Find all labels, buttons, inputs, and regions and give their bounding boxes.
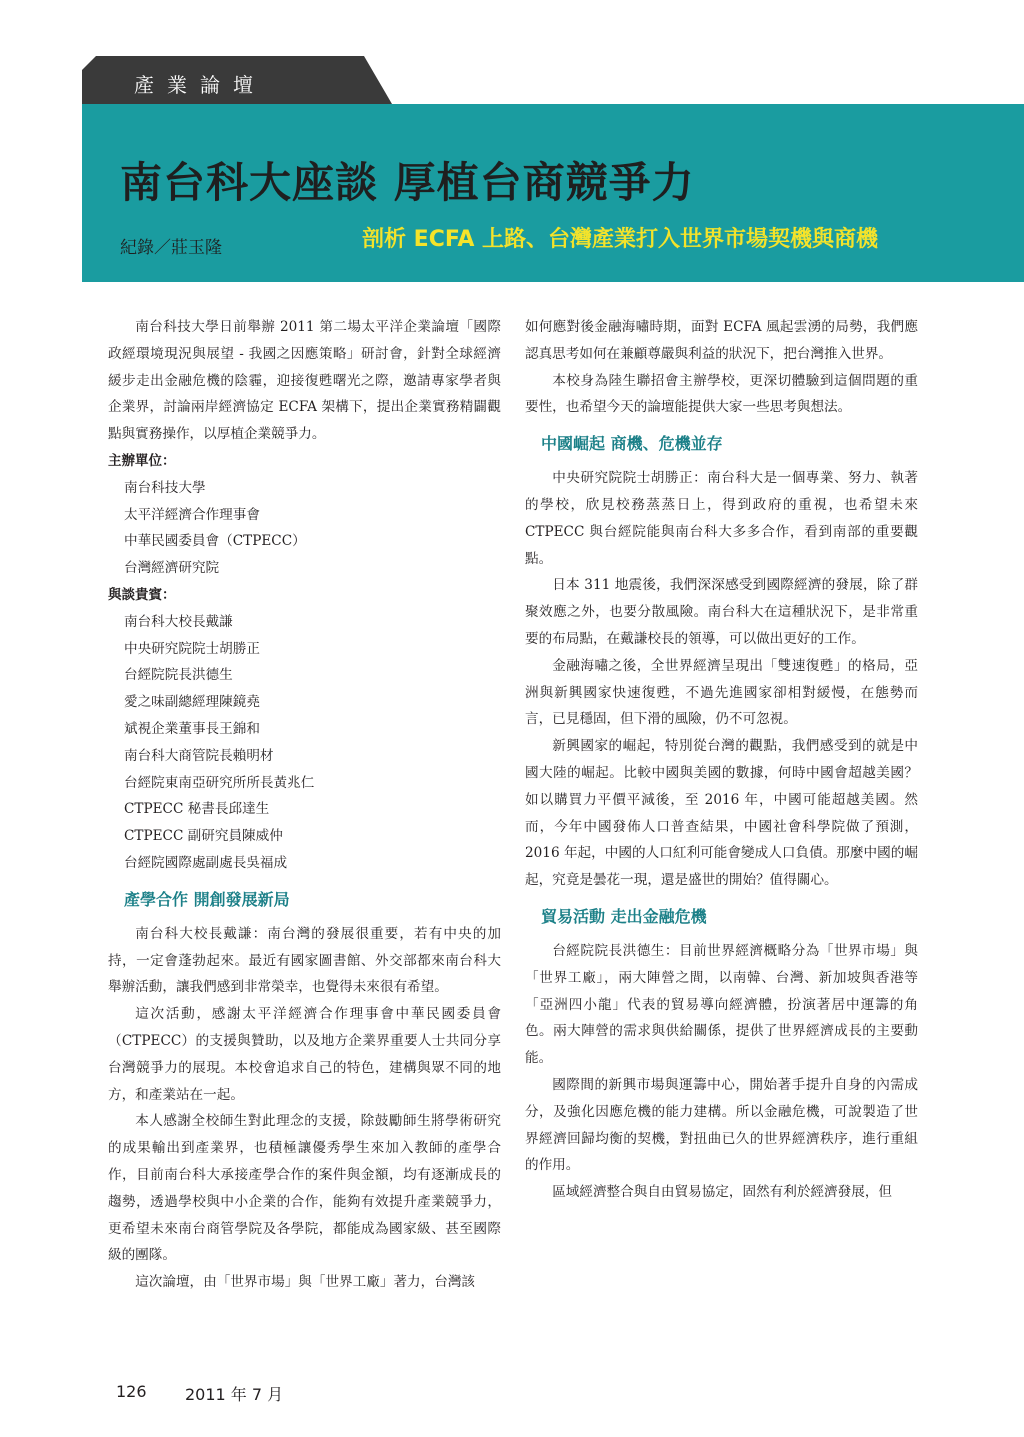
list-item: 南台科技大學 bbox=[124, 479, 206, 496]
list-item: 斌視企業董事長王錦和 bbox=[124, 720, 260, 737]
list-item: 台灣經濟研究院 bbox=[124, 560, 220, 577]
list-item: CTPECC 副研究員陳威仲 bbox=[124, 828, 283, 845]
list-item: 太平洋經濟合作理事會 bbox=[124, 506, 260, 523]
body-paragraph: 本人感謝全校師生對此理念的支援，除鼓勵師生將學術研究的成果輸出到產業界，也積極讓優秀學生來加入教師的產學合作，目前南台科大承接產學合作的案件與金額，均有逐漸成長的趨勢，透過學校與中小企業的合作，能夠有效提升產業競爭力，更希望未來南台商管學院及各學院，都能成為國家級、甚至國際級的團隊。 bbox=[108, 1113, 501, 1264]
right-column bbox=[525, 314, 918, 1206]
organizers-list bbox=[108, 475, 501, 582]
section-heading: 中國崛起 商機、危機並存 bbox=[541, 434, 723, 454]
list-item: CTPECC 秘書長邱達生 bbox=[124, 801, 270, 818]
page-number: 126 bbox=[116, 1382, 147, 1401]
guests-label: 與談貴賓： bbox=[108, 586, 176, 603]
body-paragraph: 這次活動，感謝太平洋經濟合作理事會中華民國委員會（CTPECC）的支援與贊助，以及地方企業界重要人士共同分享台灣競爭力的展現。本校會追求自己的特色，建構與眾不同的地方，和產業站在一起。 bbox=[108, 1006, 501, 1103]
list-item: 南台科大商管院長賴明材 bbox=[124, 747, 274, 764]
list-item: 台經院國際處副處長吳福成 bbox=[124, 854, 288, 871]
article-title: 南台科大座談 厚植台商競爭力 bbox=[120, 158, 695, 207]
list-item: 台經院東南亞研究所所長黃兆仁 bbox=[124, 774, 315, 791]
body-paragraph: 區域經濟整合與自由貿易協定，固然有利於經濟發展，但 bbox=[552, 1184, 893, 1201]
body-paragraph: 這次論壇，由「世界市場」與「世界工廠」著力，台灣該 bbox=[135, 1274, 476, 1291]
guests-list bbox=[108, 609, 501, 877]
list-item: 南台科大校長戴謙 bbox=[124, 613, 233, 630]
section-heading: 貿易活動 走出金融危機 bbox=[541, 906, 707, 926]
issue-date: 2011 年 7 月 bbox=[185, 1385, 284, 1404]
list-item: 台經院院長洪德生 bbox=[124, 667, 233, 684]
article-byline: 紀錄／莊玉隆 bbox=[120, 238, 222, 258]
body-paragraph: 日本 311 地震後，我們深深感受到國際經濟的發展，除了群聚效應之外，也要分散風險。南台科大在這種狀況下，是非常重要的布局點，在戴謙校長的領導，可以做出更好的工作。 bbox=[525, 577, 918, 647]
section-heading: 產學合作 開創發展新局 bbox=[124, 889, 290, 909]
body-paragraph: 本校身為陸生聯招會主辦學校，更深切體驗到這個問題的重要性，也希望今天的論壇能提供大家一些思考與想法。 bbox=[525, 372, 918, 416]
organizers-label: 主辦單位： bbox=[108, 452, 176, 469]
list-item: 中華民國委員會（CTPECC） bbox=[124, 533, 306, 550]
body-paragraph: 南台科大校長戴謙：南台灣的發展很重要，若有中央的加持，一定會蓬勃起來。最近有國家圖書館、外交部都來南台科大舉辦活動，讓我們感到非常榮幸，也覺得未來很有希望。 bbox=[108, 925, 501, 996]
list-item: 愛之味副總經理陳鏡堯 bbox=[124, 694, 260, 711]
intro-paragraph: 南台科技大學日前舉辦 2011 第二場太平洋企業論壇「國際政經環境現況與展望 - 我國之因應策略」研討會，針對全球經濟緩步走出金融危機的陰霾，迎接復甦曙光之際，邀請專家學者與企業界，討論兩岸經濟協定 ECFA 架構下，提出企業實務精闢觀點與實務操作，以厚植企業競爭力。 bbox=[108, 319, 501, 443]
body-paragraph: 國際間的新興市場與運籌中心，開始著手提升自身的內需成分，及強化因應危機的能力建構。所以金融危機，可說製造了世界經濟回歸均衡的契機，對扭曲已久的世界經濟秩序，進行重組的作用。 bbox=[525, 1076, 918, 1174]
section-tab-label: 產業論壇 bbox=[134, 73, 266, 97]
left-column bbox=[108, 314, 501, 1296]
body-paragraph: 如何應對後金融海嘯時期，面對 ECFA 風起雲湧的局勢，我們應認真思考如何在兼顧尊嚴與利益的狀況下，把台灣推入世界。 bbox=[525, 319, 918, 362]
article-subtitle: 剖析 ECFA 上路、台灣產業打入世界市場契機與商機 bbox=[362, 227, 879, 252]
body-paragraph: 新興國家的崛起，特別從台灣的觀點，我們感受到的就是中國大陸的崛起。比較中國與美國的數據，何時中國會超越美國？如以購買力平價平減後，至 2016 年，中國可能超越美國。然而，今年中國發佈人口普查結果，中國社會科學院做了預測，2016 年起，中國的人口紅利可能會變成人口負債。那麼中國的崛起，究竟是曇花一現，還是盛世的開始？值得關心。 bbox=[525, 738, 918, 889]
body-paragraph: 金融海嘯之後，全世界經濟呈現出「雙速復甦」的格局，亞洲與新興國家快速復甦，不過先進國家卻相對緩慢，在態勢而言，已見穩固，但下滑的風險，仍不可忽視。 bbox=[525, 657, 918, 728]
body-paragraph: 台經院院長洪德生：目前世界經濟概略分為「世界市場」與「世界工廠」，兩大陣營之間，以南韓、台灣、新加坡與香港等「亞洲四小龍」代表的貿易導向經濟體，扮演著居中運籌的角色。兩大陣營的需求與供給關係，提供了世界經濟成長的主要動能。 bbox=[525, 942, 918, 1067]
list-item: 中央研究院院士胡勝正 bbox=[124, 640, 260, 657]
body-paragraph: 中央研究院院士胡勝正：南台科大是一個專業、努力、執著的學校，欣見校務蒸蒸日上，得到政府的重視，也希望未來 CTPECC 與台經院能與南台科大多多合作，看到南部的重要觀點。 bbox=[525, 470, 918, 567]
